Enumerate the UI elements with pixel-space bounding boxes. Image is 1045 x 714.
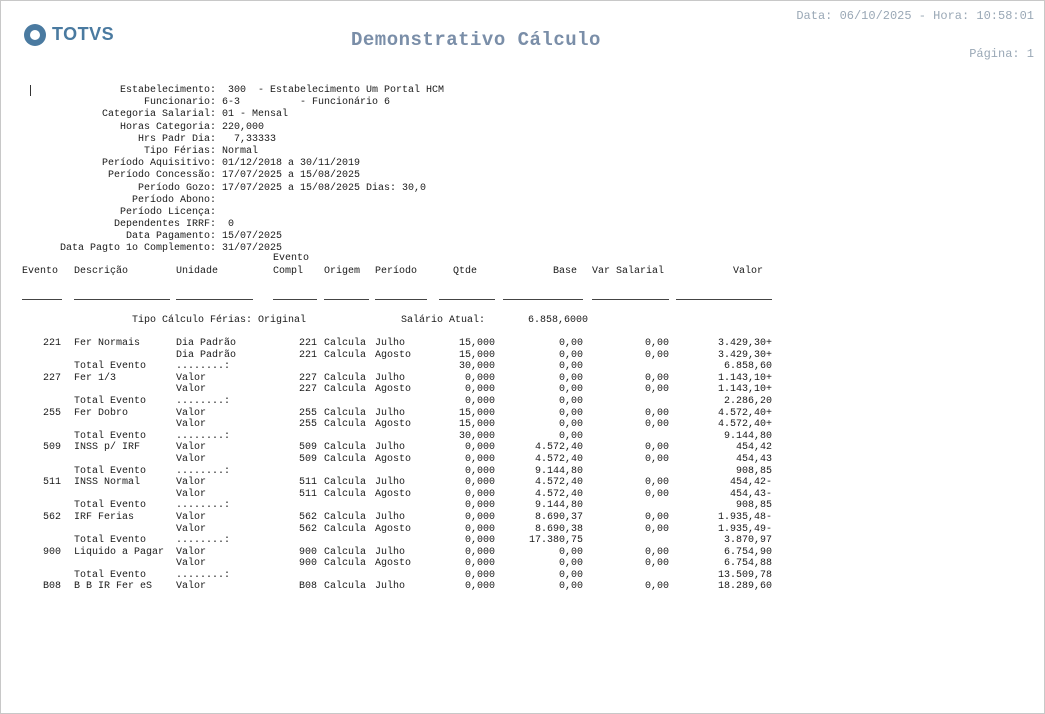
cell-var-salarial: 0,00 — [644, 511, 669, 523]
info-row — [1, 170, 444, 182]
cell-unidade: ........: — [176, 535, 231, 547]
cell-var-salarial: 0,00 — [644, 523, 669, 535]
table-row — [1, 581, 801, 593]
cell-periodo: Agosto — [375, 453, 412, 465]
table-row — [1, 489, 801, 501]
cell-qtde: 0,000 — [464, 395, 495, 407]
logo-text: TOTVS — [52, 24, 115, 44]
info-row — [1, 195, 444, 207]
cell-origem: Calcula — [324, 349, 367, 361]
table-row — [1, 512, 801, 524]
info-row — [1, 85, 444, 97]
cell-periodo: Julho — [375, 338, 406, 349]
cell-qtde: 15,000 — [458, 407, 495, 419]
cell-periodo: Agosto — [375, 349, 412, 361]
cell-origem: Calcula — [324, 453, 367, 465]
cell-base: 4.572,40 — [534, 442, 583, 454]
cell-evento-compl: 900 — [298, 558, 317, 570]
cell-periodo: Agosto — [375, 419, 412, 431]
cell-base: 0,00 — [558, 384, 583, 396]
cell-base: 0,00 — [558, 569, 583, 581]
cell-valor: 1.143,10+ — [717, 384, 772, 396]
col-origem: Origem — [324, 266, 361, 277]
cell-base: 0,00 — [558, 581, 583, 593]
cell-var-salarial: 0,00 — [644, 338, 669, 349]
info-value: 0 — [222, 219, 235, 231]
cell-origem: Calcula — [324, 477, 367, 489]
cell-unidade: Valor — [176, 523, 207, 535]
salario-value: 6.858,6000 — [528, 315, 589, 326]
cell-unidade: ........: — [176, 465, 231, 477]
table-row — [1, 500, 801, 512]
cell-var-salarial: 0,00 — [644, 442, 669, 454]
cell-periodo: Julho — [375, 581, 406, 593]
cell-origem: Calcula — [324, 407, 367, 419]
cell-qtde: 15,000 — [458, 349, 495, 361]
cell-valor: 6.858,60 — [723, 361, 772, 373]
table-row — [1, 524, 801, 536]
header-rule — [22, 299, 62, 300]
cell-base: 0,00 — [558, 372, 583, 384]
cell-unidade: ........: — [176, 361, 231, 373]
cell-qtde: 0,000 — [464, 384, 495, 396]
cell-base: 4.572,40 — [534, 488, 583, 500]
cell-unidade: Dia Padrão — [176, 338, 237, 349]
col-descricao: Descrição — [74, 266, 129, 277]
cell-qtde: 15,000 — [458, 338, 495, 349]
table-row — [1, 350, 801, 362]
cell-origem: Calcula — [324, 442, 367, 454]
info-label: Período Abono: — [131, 194, 216, 206]
cell-qtde: 0,000 — [464, 453, 495, 465]
cell-descricao: B B IR Fer eS — [74, 581, 153, 593]
info-label: Período Concessão: — [107, 170, 216, 182]
cell-valor: 1.935,49- — [717, 523, 772, 535]
info-label: Estabelecimento: — [119, 85, 216, 96]
cell-base: 0,00 — [558, 395, 583, 407]
cell-origem: Calcula — [324, 372, 367, 384]
cell-valor: 3.429,30+ — [717, 349, 772, 361]
tipo-calculo: Tipo Cálculo Férias: Original — [132, 315, 307, 326]
cell-descricao: Total Evento — [74, 500, 147, 512]
cell-evento: 509 — [42, 442, 61, 454]
info-label: Data Pagto 1o Complemento: — [59, 243, 216, 255]
cell-evento-compl: 255 — [298, 419, 317, 431]
info-value: 15/07/2025 — [222, 231, 283, 243]
info-value: 6-3 - Funcionário 6 — [222, 97, 391, 109]
cell-unidade: Valor — [176, 453, 207, 465]
cell-evento-compl: 562 — [298, 511, 317, 523]
cell-base: 9.144,80 — [534, 500, 583, 512]
cell-evento-compl: 511 — [298, 477, 317, 489]
cell-evento-compl: 221 — [298, 349, 317, 361]
cell-evento: 562 — [42, 511, 61, 523]
header-rule — [503, 299, 583, 300]
info-value: 31/07/2025 — [222, 243, 283, 255]
cell-base: 0,00 — [558, 430, 583, 442]
cell-qtde: 0,000 — [464, 581, 495, 593]
table-row — [1, 373, 801, 385]
cell-base: 0,00 — [558, 546, 583, 558]
cell-evento-compl: 255 — [298, 407, 317, 419]
cell-base: 4.572,40 — [534, 477, 583, 489]
cell-descricao: INSS Normal — [74, 477, 141, 489]
info-label: Horas Categoria: — [119, 121, 216, 133]
info-row — [1, 243, 444, 255]
header-rule — [592, 299, 669, 300]
cell-origem: Calcula — [324, 338, 367, 349]
cell-evento-compl: 221 — [298, 338, 317, 349]
cell-qtde: 30,000 — [458, 361, 495, 373]
cell-valor: 454,42- — [729, 477, 772, 489]
header-rule — [324, 299, 369, 300]
cell-origem: Calcula — [324, 488, 367, 500]
cell-periodo: Julho — [375, 511, 406, 523]
cell-unidade: Valor — [176, 372, 207, 384]
totvs-logo — [24, 22, 115, 48]
table-row — [1, 442, 801, 454]
info-value: 220,000 — [222, 121, 265, 133]
cell-unidade: Valor — [176, 488, 207, 500]
cell-evento-compl: 900 — [298, 546, 317, 558]
employee-info-block — [1, 85, 444, 256]
cell-unidade: ........: — [176, 569, 231, 581]
col-unidade: Unidade — [176, 266, 219, 277]
cell-qtde: 0,000 — [464, 500, 495, 512]
table-row — [1, 558, 801, 570]
cell-evento-compl: 227 — [298, 372, 317, 384]
cell-unidade: ........: — [176, 395, 231, 407]
report-title: Demonstrativo Cálculo — [351, 29, 601, 51]
cell-unidade: Valor — [176, 384, 207, 396]
cell-unidade: ........: — [176, 500, 231, 512]
cell-valor: 2.286,20 — [723, 395, 772, 407]
cell-base: 17.380,75 — [528, 535, 583, 547]
table-row — [1, 419, 801, 431]
table-row — [1, 338, 801, 350]
cell-descricao: Total Evento — [74, 569, 147, 581]
cell-valor: 454,43- — [729, 488, 772, 500]
cell-periodo: Julho — [375, 442, 406, 454]
col-periodo: Período — [375, 266, 418, 277]
cell-base: 0,00 — [558, 361, 583, 373]
info-label: Data Pagamento: — [125, 231, 216, 243]
cell-unidade: Valor — [176, 419, 207, 431]
header-rule — [676, 299, 772, 300]
cell-qtde: 30,000 — [458, 430, 495, 442]
cell-base: 0,00 — [558, 558, 583, 570]
cell-evento: B08 — [42, 581, 61, 593]
cell-descricao: Liquido a Pagar — [74, 546, 165, 558]
info-row — [1, 134, 444, 146]
header-rule — [375, 299, 427, 300]
header-rule — [74, 299, 170, 300]
report-date-time: Data: 06/10/2025 - Hora: 10:58:01 — [796, 9, 1034, 23]
cell-periodo: Julho — [375, 372, 406, 384]
header-rule — [176, 299, 253, 300]
cell-qtde: 0,000 — [464, 523, 495, 535]
page-number: Página: 1 — [969, 47, 1034, 61]
cell-qtde: 0,000 — [464, 488, 495, 500]
cell-evento-compl: 509 — [298, 442, 317, 454]
cell-var-salarial: 0,00 — [644, 453, 669, 465]
cell-unidade: Valor — [176, 511, 207, 523]
cell-descricao: INSS p/ IRF — [74, 442, 141, 454]
cell-unidade: ........: — [176, 430, 231, 442]
cell-valor: 4.572,40+ — [717, 419, 772, 431]
cell-periodo: Julho — [375, 477, 406, 489]
cell-valor: 1.935,48- — [717, 511, 772, 523]
cell-unidade: Valor — [176, 546, 207, 558]
cell-periodo: Julho — [375, 407, 406, 419]
info-value: 01 - Mensal — [222, 109, 289, 121]
info-value: Normal — [222, 145, 259, 157]
info-value: 300 - Estabelecimento Um Portal HCM — [222, 85, 445, 96]
table-row — [1, 466, 801, 478]
table-row — [1, 361, 801, 373]
cell-evento: 221 — [42, 338, 61, 349]
info-row — [1, 109, 444, 121]
info-label: Período Aquisitivo: — [101, 158, 216, 170]
info-label: Dependentes IRRF: — [113, 219, 216, 231]
cell-qtde: 0,000 — [464, 465, 495, 477]
cell-periodo: Agosto — [375, 488, 412, 500]
cell-valor: 3.429,30+ — [717, 338, 772, 349]
cell-valor: 1.143,10+ — [717, 372, 772, 384]
info-row — [1, 207, 444, 219]
table-row — [1, 431, 801, 443]
cell-descricao: Total Evento — [74, 465, 147, 477]
cell-valor: 908,85 — [735, 465, 772, 477]
table-row — [1, 454, 801, 466]
header-rule — [273, 299, 317, 300]
info-row — [1, 122, 444, 134]
cell-descricao: Total Evento — [74, 430, 147, 442]
cell-origem: Calcula — [324, 581, 367, 593]
cell-origem: Calcula — [324, 384, 367, 396]
cell-evento-compl: 562 — [298, 523, 317, 535]
col-valor: Valor — [733, 266, 764, 277]
col-qtde: Qtde — [453, 266, 478, 277]
table-row — [1, 408, 801, 420]
cell-base: 0,00 — [558, 338, 583, 349]
cell-unidade: Dia Padrão — [176, 349, 237, 361]
cell-valor: 9.144,80 — [723, 430, 772, 442]
cell-base: 4.572,40 — [534, 453, 583, 465]
cell-valor: 6.754,90 — [723, 546, 772, 558]
cell-base: 0,00 — [558, 349, 583, 361]
info-value: 7,33333 — [222, 133, 277, 145]
cell-descricao: Fer Dobro — [74, 407, 129, 419]
info-label: Categoria Salarial: — [101, 109, 216, 121]
info-label: Período Gozo: — [137, 182, 216, 194]
cell-base: 8.690,38 — [534, 523, 583, 535]
cell-qtde: 0,000 — [464, 477, 495, 489]
info-row — [1, 231, 444, 243]
cell-var-salarial: 0,00 — [644, 546, 669, 558]
cell-evento-compl: B08 — [298, 581, 317, 593]
cell-evento: 227 — [42, 372, 61, 384]
cell-var-salarial: 0,00 — [644, 419, 669, 431]
info-label: Tipo Férias: — [143, 145, 216, 157]
cell-qtde: 0,000 — [464, 569, 495, 581]
cell-evento: 900 — [42, 546, 61, 558]
cell-valor: 3.870,97 — [723, 535, 772, 547]
info-value: 17/07/2025 a 15/08/2025 Dias: 30,0 — [222, 182, 427, 194]
info-row — [1, 219, 444, 231]
cell-qtde: 0,000 — [464, 558, 495, 570]
cell-unidade: Valor — [176, 442, 207, 454]
info-row — [1, 97, 444, 109]
info-row — [1, 158, 444, 170]
cell-var-salarial: 0,00 — [644, 488, 669, 500]
table-row — [1, 477, 801, 489]
cell-var-salarial: 0,00 — [644, 477, 669, 489]
table-row — [1, 547, 801, 559]
table-row — [1, 384, 801, 396]
events-table-body — [1, 338, 801, 593]
cell-descricao: Total Evento — [74, 361, 147, 373]
info-label: Funcionario: — [143, 97, 216, 109]
cell-qtde: 0,000 — [464, 535, 495, 547]
info-row — [1, 146, 444, 158]
cell-unidade: Valor — [176, 558, 207, 570]
cell-var-salarial: 0,00 — [644, 558, 669, 570]
cell-origem: Calcula — [324, 523, 367, 535]
col-evento: Evento — [22, 266, 59, 277]
cell-periodo: Agosto — [375, 384, 412, 396]
header-rule — [439, 299, 495, 300]
cell-evento-compl: 227 — [298, 384, 317, 396]
col-var-salarial: Var Salarial — [592, 266, 665, 277]
cell-origem: Calcula — [324, 419, 367, 431]
info-label: Hrs Padr Dia: — [137, 133, 216, 145]
cell-base: 0,00 — [558, 419, 583, 431]
cell-var-salarial: 0,00 — [644, 407, 669, 419]
col-evento-compl-line2: Compl — [273, 266, 304, 277]
cell-evento: 255 — [42, 407, 61, 419]
totvs-logo-icon — [24, 24, 46, 46]
cell-valor: 454,43 — [735, 453, 772, 465]
info-row — [1, 183, 444, 195]
cell-valor: 4.572,40+ — [717, 407, 772, 419]
cell-descricao: Total Evento — [74, 535, 147, 547]
cell-evento-compl: 509 — [298, 453, 317, 465]
cell-base: 9.144,80 — [534, 465, 583, 477]
cell-unidade: Valor — [176, 477, 207, 489]
cell-evento: 511 — [42, 477, 61, 489]
cell-var-salarial: 0,00 — [644, 581, 669, 593]
cell-descricao: IRF Ferias — [74, 511, 135, 523]
table-row — [1, 570, 801, 582]
col-evento-compl-line1: Evento — [273, 253, 310, 264]
cell-qtde: 0,000 — [464, 511, 495, 523]
info-label: Período Licença: — [119, 206, 216, 218]
cell-descricao: Fer 1/3 — [74, 372, 117, 384]
info-value: 17/07/2025 a 15/08/2025 — [222, 170, 361, 182]
cell-unidade: Valor — [176, 581, 207, 593]
cell-base: 0,00 — [558, 407, 583, 419]
col-base: Base — [553, 266, 578, 277]
cell-base: 8.690,37 — [534, 511, 583, 523]
cell-origem: Calcula — [324, 546, 367, 558]
cell-qtde: 15,000 — [458, 419, 495, 431]
cell-var-salarial: 0,00 — [644, 349, 669, 361]
cell-origem: Calcula — [324, 511, 367, 523]
cell-qtde: 0,000 — [464, 546, 495, 558]
cell-var-salarial: 0,00 — [644, 372, 669, 384]
cell-unidade: Valor — [176, 407, 207, 419]
cell-var-salarial: 0,00 — [644, 384, 669, 396]
info-value: 01/12/2018 a 30/11/2019 — [222, 158, 361, 170]
cell-periodo: Julho — [375, 546, 406, 558]
cell-qtde: 0,000 — [464, 442, 495, 454]
table-row — [1, 535, 801, 547]
cell-descricao: Total Evento — [74, 395, 147, 407]
cell-valor: 454,42 — [735, 442, 772, 454]
cell-valor: 908,85 — [735, 500, 772, 512]
table-row — [1, 396, 801, 408]
cell-valor: 18.289,60 — [717, 581, 772, 593]
cell-evento-compl: 511 — [298, 488, 317, 500]
cell-periodo: Agosto — [375, 558, 412, 570]
salario-label: Salário Atual: — [401, 315, 486, 326]
cell-origem: Calcula — [324, 558, 367, 570]
cell-descricao: Fer Normais — [74, 338, 141, 349]
cell-qtde: 0,000 — [464, 372, 495, 384]
cell-valor: 13.509,78 — [717, 569, 772, 581]
cell-valor: 6.754,88 — [723, 558, 772, 570]
cell-periodo: Agosto — [375, 523, 412, 535]
